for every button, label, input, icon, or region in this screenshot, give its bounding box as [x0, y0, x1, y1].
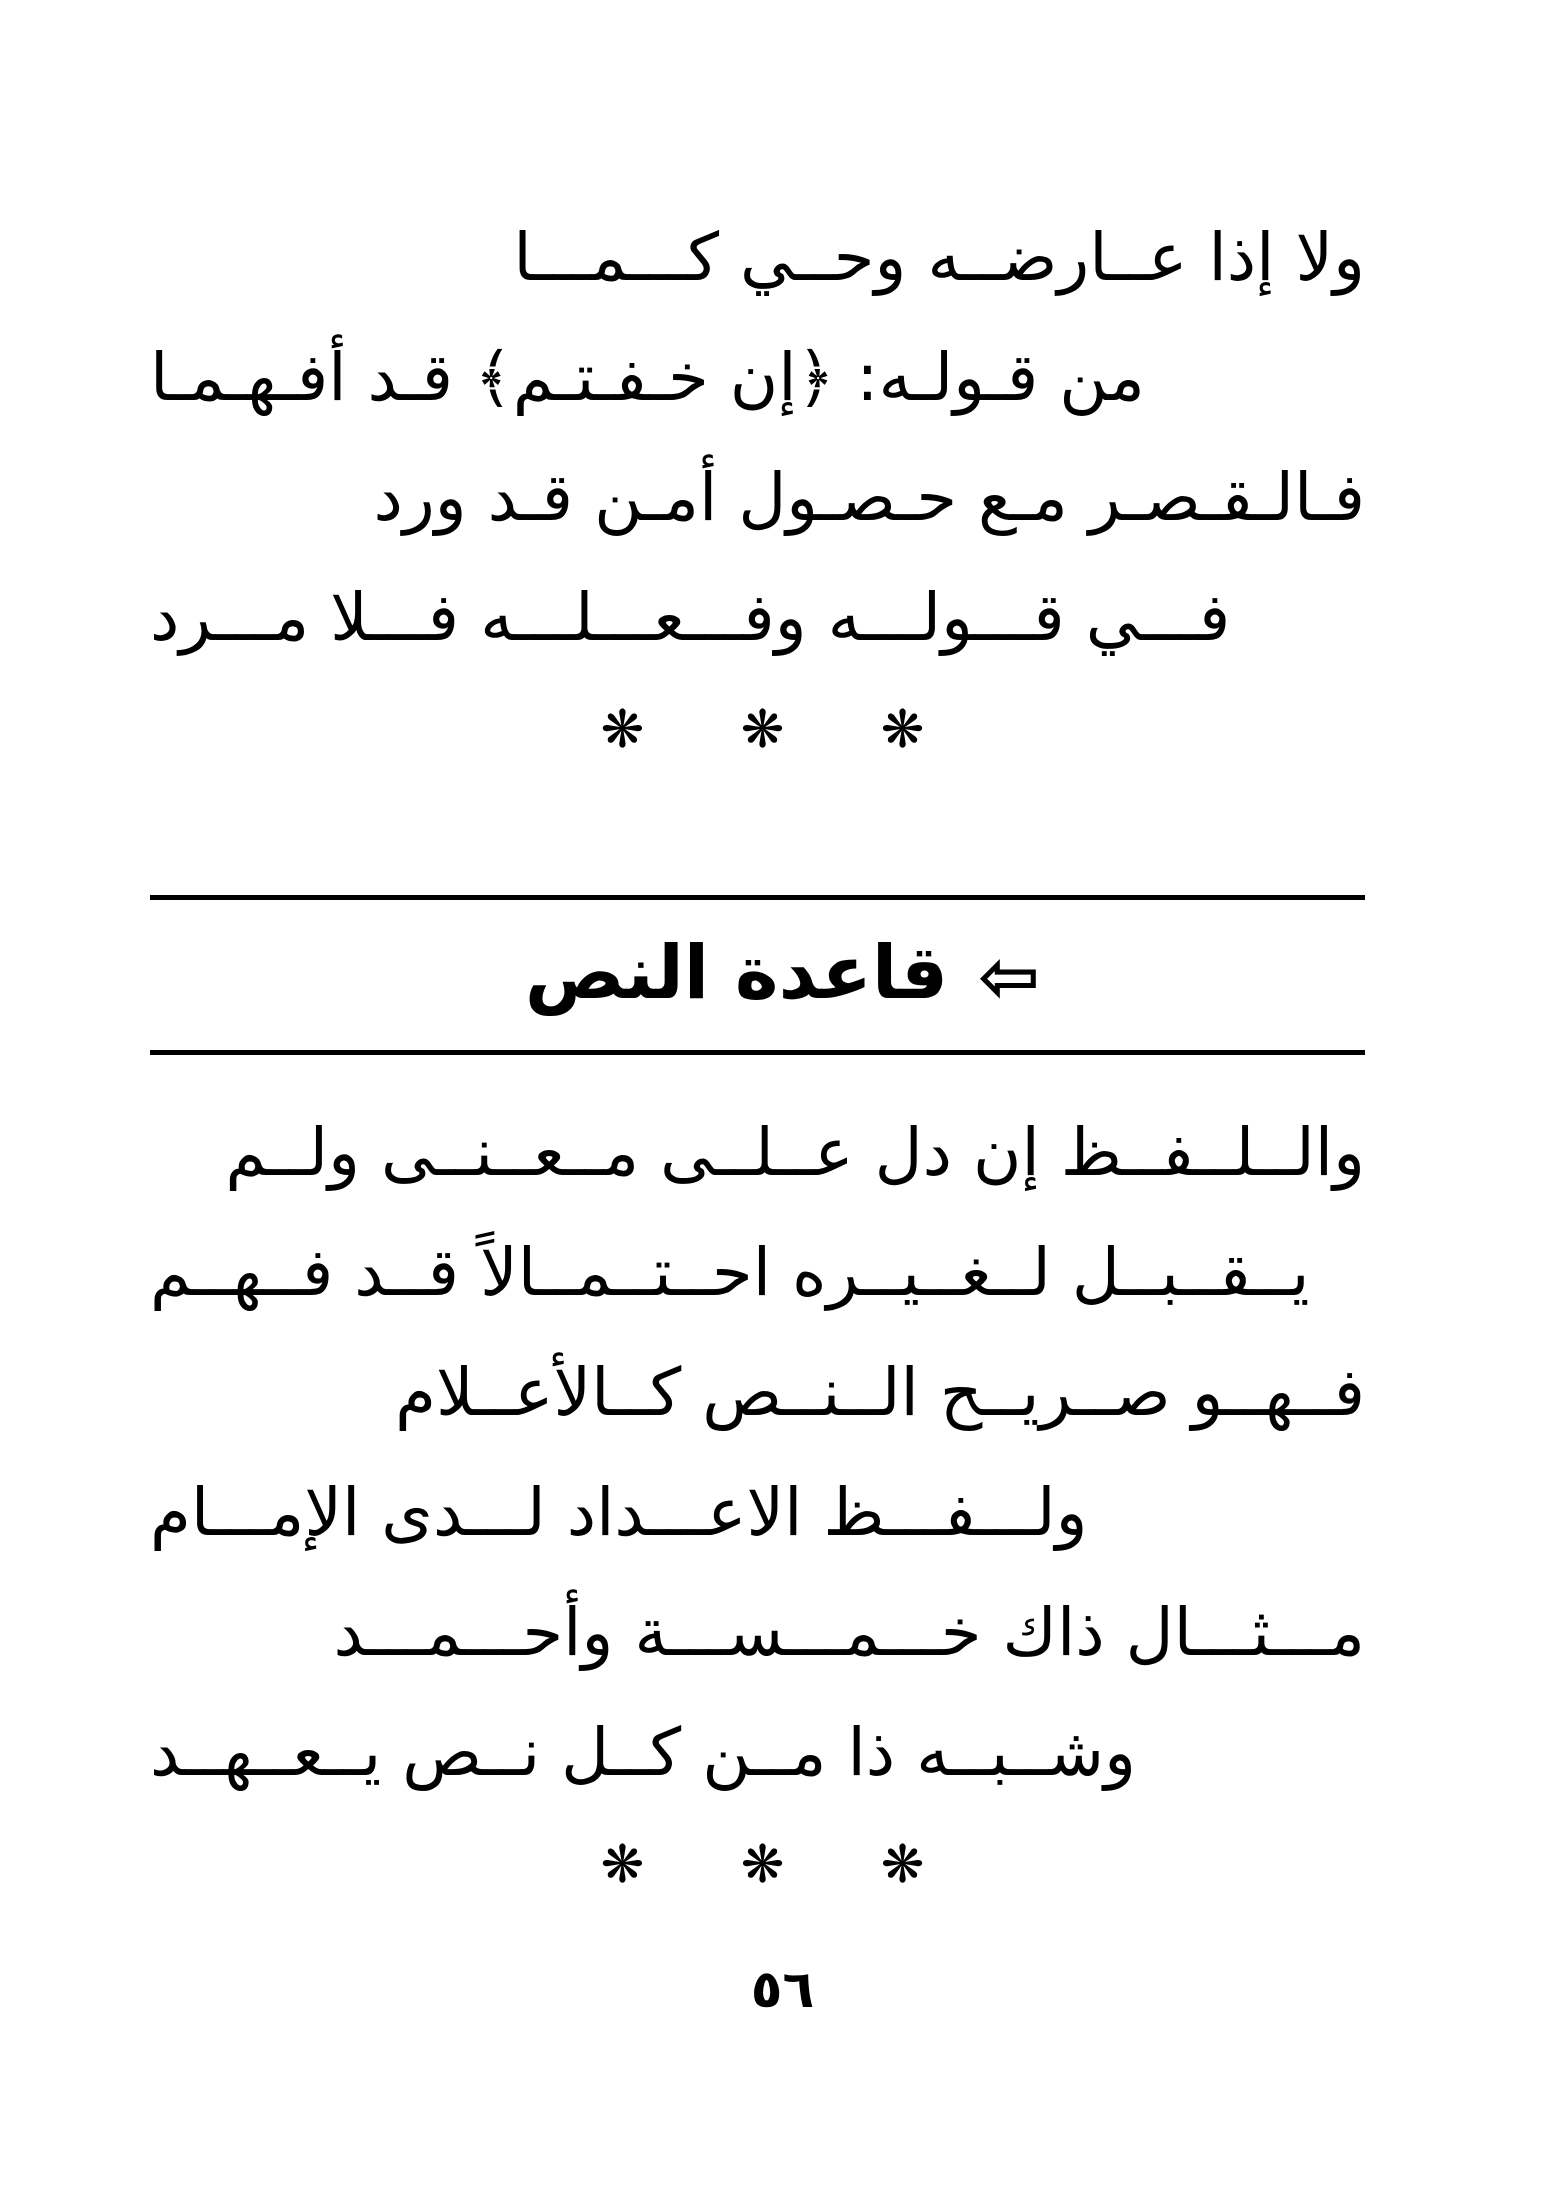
section-divider-ornament: ❋ ❋ ❋ — [600, 1835, 965, 1895]
verse-line-5: والــلــفــظ إن دل عــلــى مــعــنــى ولــم — [225, 1114, 1365, 1191]
verse-line-1: ولا إذا عــارضــه وحــي كـــمـــا — [513, 219, 1365, 296]
verse-line-9: مـــثـــال ذاك خـــمـــســـة وأحـــمـــد — [333, 1594, 1365, 1671]
verse-line-7: فــهــو صــريــح الــنــص كــالأعــلام — [395, 1354, 1365, 1431]
section-divider-ornament: ❋ ❋ ❋ — [600, 700, 965, 760]
verse-line-10: وشــبــه ذا مــن كــل نــص يــعــهــد — [150, 1714, 1136, 1791]
page-number: ٥٦ — [750, 1960, 815, 2020]
section-heading — [0, 930, 1565, 1020]
verse-line-4: فـــي قـــولـــه وفـــعـــلـــه فـــلا مـــرد — [150, 579, 1231, 656]
verse-line-6: يــقــبــل لــغــيــره احــتــمــالاً قــد فــهــم — [150, 1234, 1310, 1311]
heading-top-rule — [150, 895, 1365, 900]
heading-bottom-rule — [150, 1050, 1365, 1055]
verse-line-8: ولـــفـــظ الاعـــداد لـــدى الإمـــام — [150, 1474, 1088, 1551]
section-heading-title: قاعدة النص — [524, 930, 949, 1016]
arrow-left-icon: ⇦ — [978, 934, 1041, 1021]
verse-line-3: فـالـقـصـر مـع حـصـول أمـن قـد ورد — [373, 459, 1365, 536]
verse-line-2: من قـولـه: ﴿إن خـفـتـم﴾ قـد أفـهـمـا — [150, 339, 1145, 416]
